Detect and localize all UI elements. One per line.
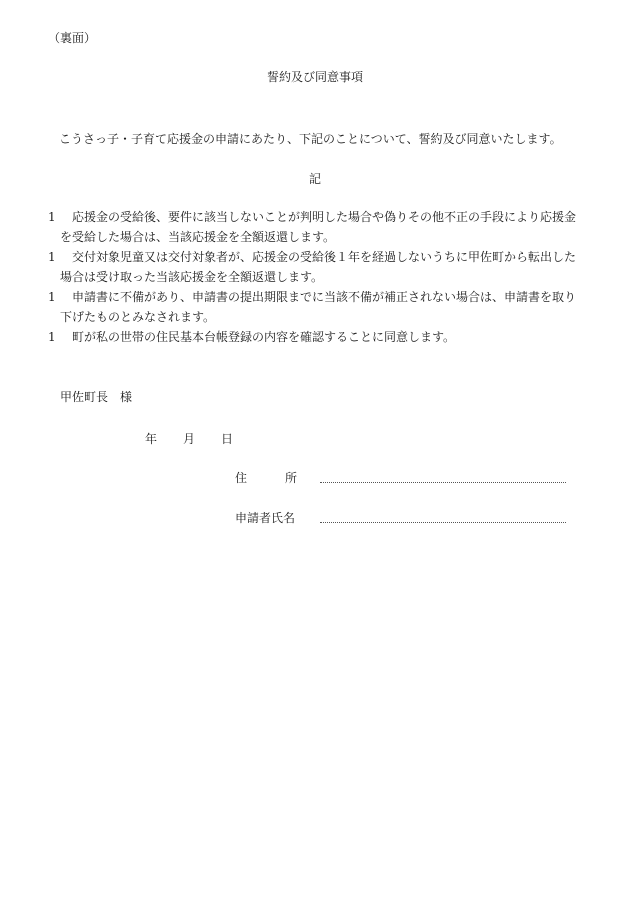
- intro-text: こうさっ子・子育て応援金の申請にあたり、下記のことについて、誓約及び同意いたします。: [59, 132, 562, 146]
- address-label-char1: 住: [235, 471, 248, 485]
- addressee-suffix: 様: [120, 390, 133, 404]
- clause-number: 1: [48, 250, 56, 264]
- date-month-label: 月: [183, 432, 196, 446]
- document-title: 誓約及び同意事項: [266, 70, 363, 84]
- addressee-name: 甲佐町長: [60, 390, 109, 404]
- address-field[interactable]: [320, 482, 566, 483]
- clause-text-line2: 場合は受け取った当該応援金を全額返還します。: [60, 270, 324, 284]
- clause-number: 1: [48, 210, 56, 224]
- applicant-name-label: 申請者氏名: [235, 511, 296, 525]
- clause-number: 1: [48, 330, 56, 344]
- clause-number: 1: [48, 290, 56, 304]
- address-label-char2: 所: [285, 471, 298, 485]
- applicant-name-field[interactable]: [320, 522, 566, 523]
- date-day-label: 日: [221, 432, 234, 446]
- clause-text-line1: 町が私の世帯の住民基本台帳登録の内容を確認することに同意します。: [72, 330, 456, 344]
- clause-text-line1: 交付対象児童又は交付対象者が、応援金の受給後１年を経過しないうちに甲佐町から転出した: [72, 250, 577, 264]
- side-label: （裏面）: [48, 31, 97, 45]
- clause-text-line1: 申請書に不備があり、申請書の提出期限までに当該不備が補正されない場合は、申請書を取り: [72, 290, 577, 304]
- date-year-label: 年: [145, 432, 158, 446]
- clause-text-line1: 応援金の受給後、要件に該当しないことが判明した場合や偽りその他不正の手段により応援金: [72, 210, 577, 224]
- clause-text-line2: を受給した場合は、当該応援金を全額返還します。: [60, 230, 336, 244]
- ki-heading: 記: [308, 172, 321, 186]
- clause-text-line2: 下げたものとみなされます。: [60, 310, 216, 324]
